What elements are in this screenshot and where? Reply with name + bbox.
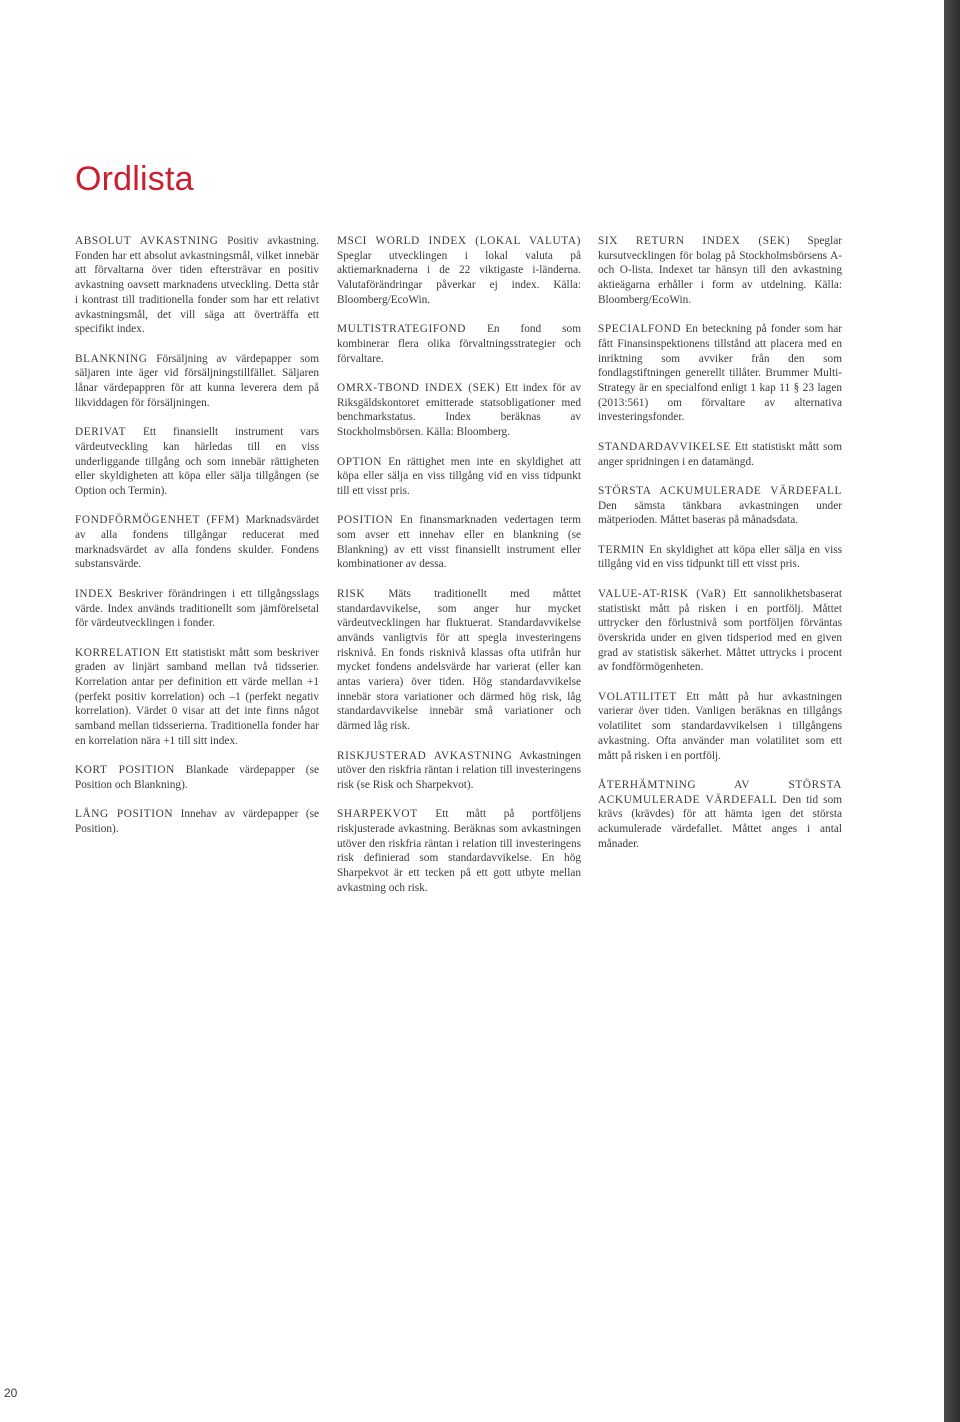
glossary-term: STANDARDAVVIKELSE — [598, 440, 731, 453]
glossary-definition: Mäts traditionellt med måttet standardavvikelse, som anger hur mycket värdeutvecklingen har fluktuerat. Standardavvikelse används vanligtvis för att spegla investeringens risknivå. En fonds risknivå klassas ofta utifrån hur mycket fondens andelsvärde har varierat (eller kan antas variera) över tiden. Hög standardavvikelse innebär stora variationer och därmed hög risk, låg standardavvikelse innebär små variationer och därmed låg risk. — [337, 587, 581, 733]
glossary-entry-kort-position — [75, 763, 319, 792]
glossary-term: VALUE-AT-RISK (VaR) — [598, 587, 727, 600]
glossary-entry-risk — [337, 587, 581, 734]
glossary-term: DERIVAT — [75, 426, 127, 439]
glossary-entry-fondformogenhet — [75, 513, 319, 572]
glossary-entry-korrelation — [75, 646, 319, 749]
glossary-term: RISK — [337, 587, 366, 600]
glossary-definition: En skyldighet att köpa eller sälja en viss tillgång vid en viss tidpunkt till ett visst pris. — [598, 543, 842, 571]
glossary-definition: En beteckning på fonder som har fått Finansinspektionens tillstånd att placera med en inriktning som avviker från den som fondlagstiftningen generellt tillåter. Brummer Multi-Strategy är en specialfond enligt 1 kap 11 § 23 lagen (2013:561) om förvaltare av alternativa investeringsfonder. — [598, 323, 842, 424]
glossary-entry-standardavvikelse — [598, 440, 842, 469]
glossary-term: LÅNG POSITION — [75, 808, 174, 821]
glossary-entry-storsta-ackumulerade-vardefall — [598, 484, 842, 528]
glossary-definition: En finansmarknaden vedertagen term som avser ett innehav eller en blankning (se Blankning) av ett visst finansiellt instrument eller kombinationer av dessa. — [337, 514, 581, 571]
glossary-term: SPECIALFOND — [598, 323, 682, 336]
glossary-definition: En fond som kombinerar flera olika förvaltningsstrategier och förvaltare. — [337, 323, 581, 365]
glossary-entry-index — [75, 587, 319, 631]
glossary-entry-termin — [598, 543, 842, 572]
glossary-definition: Marknadsvärdet av alla fondens tillgångar reducerat med marknadsvärdet av alla fondens skulder. Fondens substansvärde. — [75, 514, 320, 571]
glossary-entry-sharpekvot — [337, 807, 581, 895]
glossary-entry-six-return-index — [598, 234, 842, 308]
glossary-term: OPTION — [337, 455, 383, 468]
glossary-term: ABSOLUT AVKASTNING — [75, 235, 219, 247]
glossary-definition: Speglar utvecklingen i lokal valuta på aktiemarknaderna i de 22 viktigaste i-länderna. Valutaförändringar påverkar ej index. Källa: Bloomberg/EcoWin. — [337, 249, 581, 306]
glossary-definition: Ett statistiskt mått som anger spridningen i en datamängd. — [598, 440, 842, 468]
glossary-definition: Ett index för av Riksgäldskontoret emitterade statsobligationer med benchmarkstatus. Index beräknas av Stockholmsbörsen. Källa: Bloomberg. — [337, 382, 581, 439]
glossary-definition: Speglar kursutvecklingen för bolag på Stockholmsbörsens A- och O-lista. Indexet tar hänsyn till den avkastning aktieägarna erhåller i form av utdelning. Källa: Bloomberg/EcoWin. — [598, 235, 842, 306]
glossary-term: FONDFÖRMÖGENHET (FFM) — [75, 514, 240, 527]
glossary-term: SIX RETURN INDEX (SEK) — [598, 235, 791, 247]
page-number: 20 — [4, 1386, 18, 1400]
glossary-term: ÅTERHÄMTNING AV STÖRSTA ACKUMULERADE VÄRDEFALL — [598, 778, 842, 806]
glossary-definition: Försäljning av värdepapper som säljaren inte äger vid försäljningstillfället. Säljaren lånar värdepappren för att kunna leverera dem på likviddagen för försäljningen. — [75, 352, 319, 409]
glossary-term: MULTISTRATEGIFOND — [337, 323, 467, 336]
glossary-definition: En rättighet men inte en skyldighet att köpa eller sälja en viss tillgång vid en viss tidpunkt till ett visst pris. — [337, 455, 581, 497]
page-edge-bar — [944, 0, 960, 1422]
glossary-term: MSCI WORLD INDEX (LOKAL VALUTA) — [337, 235, 581, 247]
glossary-entry-multistrategifond — [337, 322, 581, 366]
glossary-column-3 — [598, 234, 842, 866]
glossary-definition: Ett sannolikhetsbaserat statistiskt mått på risken i en portfölj. Måttet uttrycker den förlustnivå som portföljen förväntas överskrida under en given tidsperiod med en given grad av statistisk säkerhet. Måttet uttrycks i procent av fondförmögenheten. — [598, 587, 843, 674]
glossary-entry-absolut-avkastning — [75, 234, 319, 337]
glossary-definition: Positiv avkastning. Fonden har ett absolut avkastningsmål, vilket innebär att förvaltarna över tiden eftersträvar en positiv avkastning oavsett marknadens utveckling. Detta står i kontrast till traditionella fonder som har ett relativt avkastningsmål, det vill säga att överträffa ett specifikt index. — [75, 235, 320, 336]
glossary-term: STÖRSTA ACKUMULERADE VÄRDEFALL — [598, 484, 842, 497]
glossary-term: KORRELATION — [75, 646, 161, 659]
glossary-definition: Beskriver förändringen i ett tillgångsslags värde. Index används traditionellt som jämförelsetal för värdeutvecklingen i fonder. — [75, 587, 319, 630]
glossary-definition: Blankade värdepapper (se Position och Blankning). — [75, 764, 319, 791]
glossary-entry-specialfond — [598, 322, 842, 425]
glossary-entry-position — [337, 513, 581, 572]
glossary-term: RISKJUSTERAD AVKASTNING — [337, 749, 513, 762]
glossary-term: INDEX — [75, 587, 114, 600]
glossary-entry-omrx-tbond-index — [337, 381, 581, 440]
glossary-definition: Ett statistiskt mått som beskriver graden av linjärt samband mellan två tidsserier. Korrelation antar per definition ett värde mellan +1 (perfekt positiv korrelation) och –1 (perfekt negativ korrelation). Värdet 0 visar att det inte finns något samband mellan tidsserierna. Traditionella fonder har en korrelation nära +1 till sitt index. — [75, 646, 320, 747]
glossary-definition: Innehav av värdepapper (se Position). — [75, 808, 320, 836]
glossary-entry-riskjusterad-avkastning — [337, 749, 581, 793]
glossary-term: TERMIN — [598, 543, 645, 556]
glossary-entry-lang-position — [75, 807, 319, 836]
glossary-term: VOLATILITET — [598, 690, 677, 703]
glossary-definition: Ett mått på hur avkastningen varierar över tiden. Vanligen beräknas en tillgångs volatilitet som standardavvikelsen i tillgångens avkastning. Ofta använder man volatilitet som ett mått på risken i en portfölj. — [598, 690, 842, 762]
page-title: Ordlista — [75, 160, 194, 198]
glossary-term: OMRX-TBOND INDEX (SEK) — [337, 382, 501, 394]
glossary-term: BLANKNING — [75, 352, 148, 365]
glossary-definition: Den tid som krävs (krävdes) för att hämta igen det största ackumulerade värdefallet. Måttet anges i antal månader. — [598, 793, 843, 850]
glossary-definition: Den sämsta tänkbara avkastningen under mätperioden. Måttet baseras på månadsdata. — [598, 499, 842, 527]
glossary-entry-blankning — [75, 352, 319, 411]
glossary-term: POSITION — [337, 514, 394, 527]
glossary-column-1 — [75, 234, 319, 851]
glossary-entry-volatilitet — [598, 690, 842, 764]
glossary-term: KORT POSITION — [75, 764, 175, 777]
glossary-definition: Ett finansiellt instrument vars värdeutveckling kan härledas till en viss underliggande tillgång och som innebär rättigheten eller skyldigheten att köpa eller sälja tillgången (se Option och Termin). — [75, 426, 319, 497]
glossary-entry-value-at-risk — [598, 587, 842, 675]
glossary-entry-option — [337, 455, 581, 499]
glossary-entry-msci-world-index — [337, 234, 581, 308]
glossary-entry-aterhamtning — [598, 778, 842, 852]
glossary-entry-derivat — [75, 425, 319, 499]
glossary-column-2 — [337, 234, 581, 910]
glossary-definition: Ett mått på portföljens riskjusterade avkastning. Beräknas som avkastningen utöver den riskfria räntan i relation till investeringens risk definierad som standardavvikelse. En hög Sharpekvot är ett tecken på ett gott utbyte mellan avkastning och risk. — [337, 808, 581, 894]
glossary-definition: Avkastningen utöver den riskfria räntan i relation till investeringens risk (se Risk och Sharpekvot). — [337, 749, 582, 791]
glossary-term: SHARPEKVOT — [337, 808, 418, 821]
